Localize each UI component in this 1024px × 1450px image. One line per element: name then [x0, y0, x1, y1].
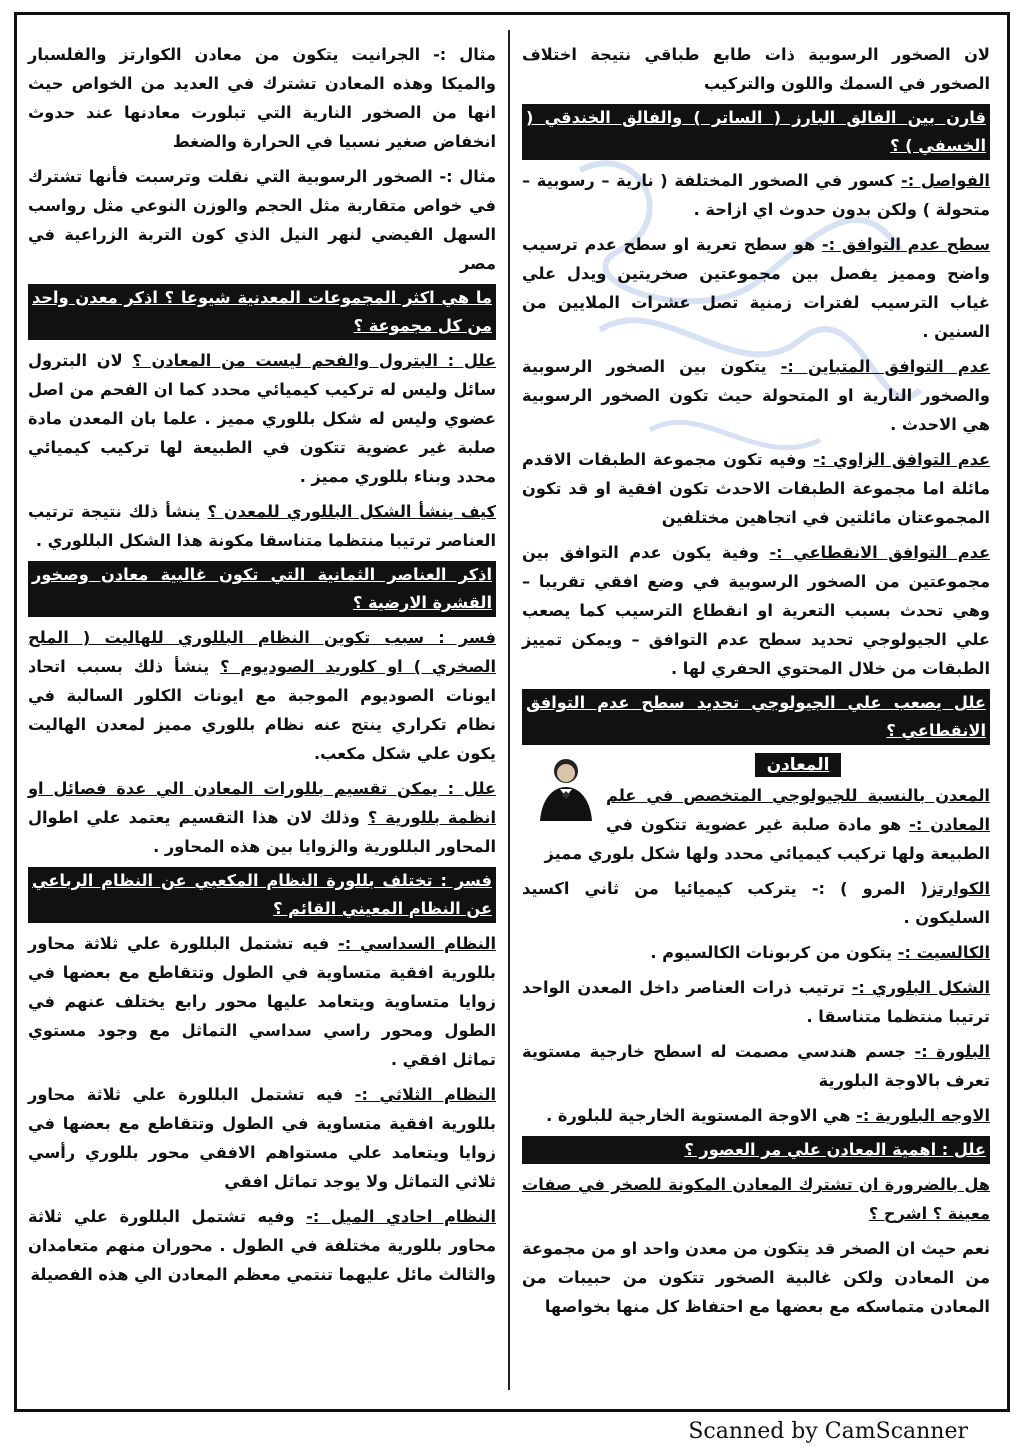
- paragraph: مثال :- الجرانيت يتكون من معادن الكوارتز والفلسبار والميكا وهذه المعادن تشترك في العديد من الخواص حيث انها من الصخور النارية التي تبلورت معادنها عند حدوث انخفاض صغير نسبيا في الحرارة والضغط: [28, 45, 496, 151]
- answer: لان البترول سائل وليس له تركيب كيميائي محدد كما ان الفحم من اصل عضوي وليس له شكل بللوري مميز . علما بان المعدن مادة صلبة غير عضوية تتكون في الطبيعة لها تركيب كيميائي محدد وبناء بللوري مميز .: [28, 351, 496, 486]
- question-header: قارن بين الفالق البارز ( الساتر ) والفالق الخندقي ( الخسفي ) ؟: [522, 104, 990, 160]
- qa-block: [28, 497, 496, 555]
- definition: [28, 1080, 496, 1196]
- term: عدم التوافق الانقطاعي :-: [769, 543, 991, 562]
- definition-text: فيه تشتمل البللورة علي ثلاثة محاور بللورية افقية متساوية في الطول وتتقاطع مع بعضها في زوايا متساوية ويتعامد عليها محور رابع يختلف عنهم في الطول ومحور راسي سداسي التماثل مع وجود مستوي تماثل افقي .: [28, 934, 496, 1069]
- question: كيف ينشأ الشكل البللوري للمعدن ؟: [207, 502, 496, 521]
- definition-text: وفيه تشتمل البللورة علي ثلاثة محاور بللورية مختلفة في الطول . محوران منهم متعامدان والثالث مائل عليهما تنتمي معظم المعادن الي هذه الفصيلة: [28, 1207, 496, 1284]
- term: المعدن بالنسبة للجيولوجي المتخصص في علم المعادن :-: [606, 786, 991, 834]
- definition-text: يتكون من كربونات الكالسيوم .: [650, 943, 893, 962]
- definition: [522, 445, 990, 532]
- definition: [28, 929, 496, 1074]
- definition-text: ترتيب ذرات العناصر داخل المعدن الواحد ترتيبا منتظما متناسقا .: [522, 978, 990, 1026]
- term: الكالسيت :-: [897, 943, 990, 962]
- paragraph: مثال :- الصخور الرسوبية التي نقلت وترسبت فأنها تشترك في خواص متقاربة مثل الحجم والوزن النوعي مثل رواسب السهل الفيضي لنهر النيل الذي كون التربة الزراعية في مصر: [28, 167, 496, 273]
- definition: [522, 874, 990, 932]
- definition-text: هو مادة صلبة غير عضوية تتكون في الطبيعة ولها تركيب كيميائي محدد ولها شكل بلوري مميز: [544, 815, 990, 863]
- answer: ينشأ ذلك بسبب اتحاد ايونات الصوديوم الموجبة مع ايونات الكلور السالبة في نظام تكراري ينتج عنه نظام بللوري مميز لمعدن الهاليت يكون علي شكل مكعب.: [28, 657, 496, 763]
- question: فسر : سبب تكوين النظام البللوري للهاليت ( الملح الصخري ) او كلوريد الصوديوم ؟: [28, 628, 496, 676]
- paragraph: لان الصخور الرسوبية ذات طابع طباقي نتيجة اختلاف الصخور في السمك واللون والتركيب: [522, 45, 990, 93]
- term: النظام احادي الميل :-: [306, 1207, 496, 1226]
- definition-text: فيه تشتمل البللورة علي ثلاثة محاور بللورية افقية متساوية في الطول وتتقاطع مع بعضها في زوايا ويتعامد علي مستواهم الافقي محور بللوري رأسي ثلاثي التماثل ولا يوجد تماثل افقي: [28, 1085, 496, 1191]
- term: الاوجه البلورية :-: [856, 1106, 990, 1125]
- definition: [522, 973, 990, 1031]
- definition-text: وفيه تكون مجموعة الطبقات الاقدم مائلة اما مجموعة الطبقات الاحدث تكون افقية او قد تكون المجموعتان مائلتين في اتجاهين مختلفين: [522, 450, 990, 527]
- question-header: علل : اهمية المعادن علي مر العصور ؟: [522, 1136, 990, 1164]
- teacher-portrait-icon: [530, 751, 602, 821]
- right-column: [522, 40, 990, 1327]
- term: الكوارتز: [927, 879, 990, 898]
- term: سطح عدم التوافق :-: [821, 235, 990, 254]
- term: عدم التوافق المتباين :-: [780, 357, 991, 376]
- definition-text: جسم هندسي مصمت له اسطح خارجية مستوية تعرف بالاوجة البلورية: [522, 1042, 990, 1090]
- definition: [522, 230, 990, 346]
- definition-text: يتكون بين الصخور الرسوبية والصخور النارية او المتحولة حيث تكون الصخور الرسوبية هي الاحدث .: [522, 357, 990, 434]
- qa-block: [28, 774, 496, 861]
- term: الفواصل :-: [901, 171, 990, 190]
- definition: [522, 1037, 990, 1095]
- definition: [28, 1202, 496, 1289]
- definition-text: ( المرو ) :- يتركب كيميائيا من ثاني اكسيد السليكون .: [522, 879, 990, 927]
- definition: [522, 538, 990, 683]
- question: علل : البترول والفحم ليست من المعادن ؟: [132, 351, 496, 370]
- qa-block: [28, 346, 496, 491]
- term: عدم التوافق الزاوي :-: [813, 450, 990, 469]
- scanner-footer: Scanned by CamScanner: [688, 1419, 968, 1444]
- question-header: ما هي اكثر المجموعات المعدنية شيوعا ؟ اذكر معدن واحد من كل مجموعة ؟: [28, 284, 496, 340]
- definition: [522, 352, 990, 439]
- definition: [522, 938, 990, 967]
- definition-text: كسور في الصخور المختلفة ( نارية – رسوبية – متحولة ) ولكن بدون حدوث اي ازاحة .: [522, 171, 990, 219]
- answer: وذلك لان هذا التقسيم يعتمد علي اطوال المحاور البللورية والزوايا بين هذه المحاور .: [28, 808, 496, 856]
- definition: [522, 166, 990, 224]
- column-divider: [508, 30, 510, 1390]
- term: الشكل البلوري :-: [851, 978, 991, 997]
- question-header: علل يصعب علي الجيولوجي تحديد سطح عدم التوافق الانقطاعي ؟: [522, 689, 990, 745]
- definition-text: وفية يكون عدم التوافق بين مجموعتين من الصخور الرسوبية في وضع افقي تقريبا – وهي تحدث بسبب التعرية او انقطاع الترسيب كما يصعب علي الجيولوجي تحديد سطح عدم التوافق – ويمكن تمييز الطبقات من خلال المحتوي الحفري لها .: [522, 543, 990, 678]
- definition: [522, 1101, 990, 1130]
- section-title-text: المعادن: [755, 753, 842, 777]
- term: النظام الثلاثي :-: [354, 1085, 496, 1104]
- term: النظام السداسي :-: [338, 934, 497, 953]
- question: علل : يمكن تقسيم بللورات المعادن الي عدة فصائل او انظمة بللورية ؟: [28, 779, 496, 827]
- question: هل بالضرورة ان تشترك المعادن المكونة للصخر في صفات معينة ؟ اشرح ؟: [522, 1175, 990, 1223]
- answer: ينشأ ذلك نتيجة ترتيب العناصر ترتيبا منتظما متناسقا مكونة هذا الشكل البللوري .: [28, 502, 496, 550]
- term: البلورة :-: [914, 1042, 991, 1061]
- question-header: اذكر العناصر الثمانية التي تكون غالبية معادن وصخور القشرة الارضية ؟: [28, 561, 496, 617]
- definition-text: هي الاوجة المستوية الخارجية للبلورة .: [546, 1106, 851, 1125]
- question-header: فسر : تختلف بللورة النظام المكعبي عن النظام الرباعي عن النظام المعيني القائم ؟: [28, 867, 496, 923]
- qa-block: [28, 623, 496, 768]
- answer: نعم حيث ان الصخر قد يتكون من معدن واحد او من مجموعة من المعادن ولكن غالبية الصخور تتكون من حبيبات من المعادن متماسكه مع بعضها مع احتفاظ كل منها بخواصها: [522, 1239, 990, 1316]
- definition-text: هو سطح تعرية او سطح عدم ترسيب واضح ومميز يفصل بين مجموعتين صخريتين ويدل علي غياب الترسيب لفترات زمنية تصل عشرات الملايين من السنين .: [522, 235, 990, 341]
- left-column: [28, 40, 496, 1295]
